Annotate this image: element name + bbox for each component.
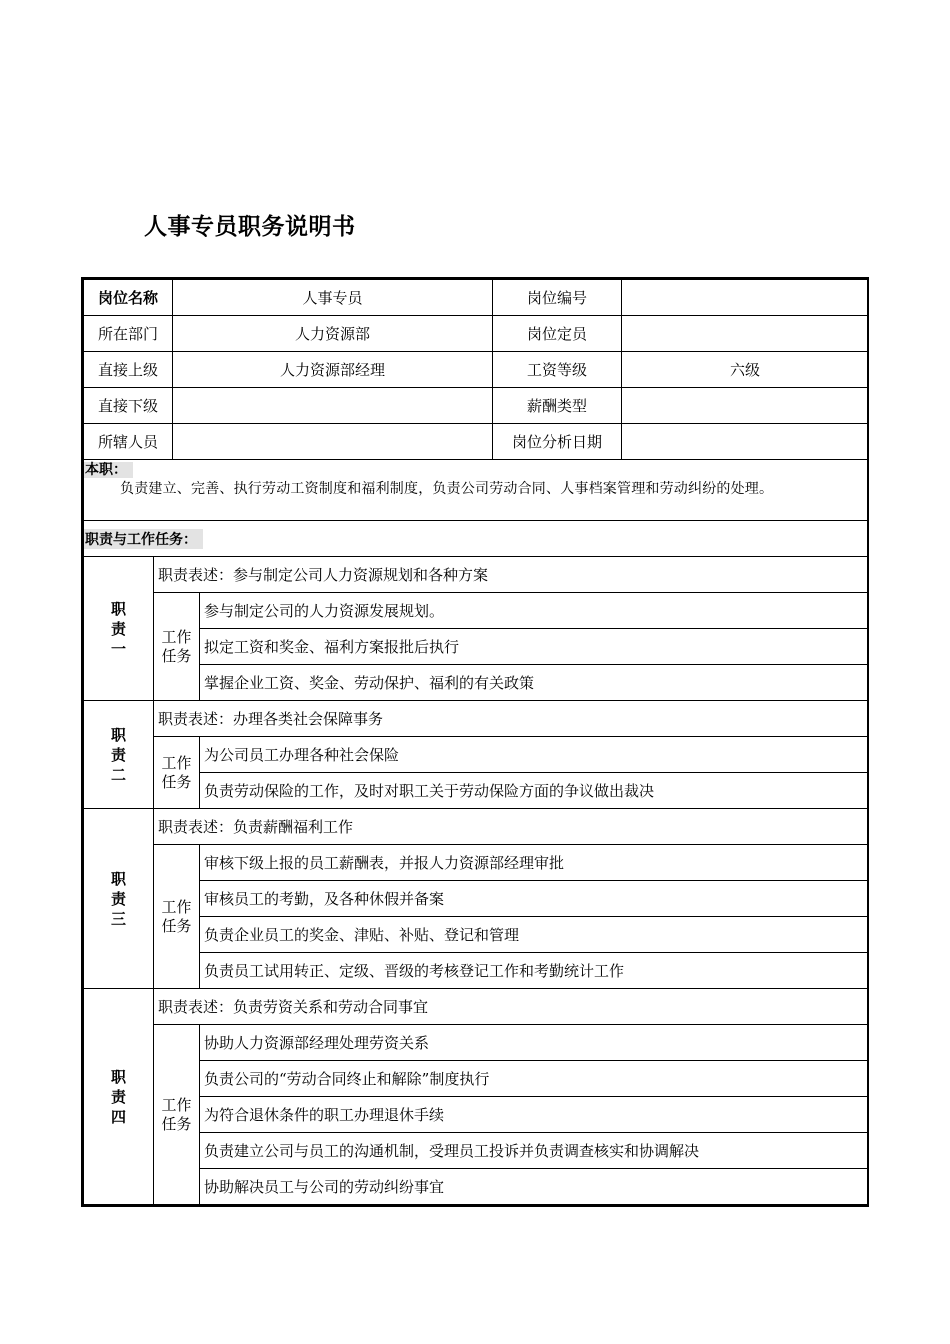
page-title: 人事专员职务说明书 (144, 214, 356, 240)
task-item: 负责建立公司与员工的沟通机制，受理员工投诉并负责调查核实和协调解决 (199, 1132, 869, 1169)
label-headcount: 岗位定员 (492, 315, 622, 352)
label-job-code: 岗位编号 (492, 279, 622, 316)
duty-statement-1: 职责表述：参与制定公司人力资源规划和各种方案 (153, 556, 869, 593)
duty-statement-4: 职责表述：负责劳资关系和劳动合同事宜 (153, 988, 869, 1025)
value-supervisor: 人力资源部经理 (172, 351, 493, 388)
label-department: 所在部门 (83, 315, 173, 352)
label-job-title: 岗位名称 (83, 279, 173, 316)
value-job-title: 人事专员 (172, 279, 493, 316)
value-pay-grade: 六级 (621, 351, 869, 388)
job-summary (83, 459, 869, 521)
task-item: 协助解决员工与公司的劳动纠纷事宜 (199, 1168, 869, 1205)
label-salary-type: 薪酬类型 (492, 387, 622, 424)
job-description-table (81, 277, 869, 1207)
value-department: 人力资源部 (172, 315, 493, 352)
label-managed-staff: 所辖人员 (83, 423, 173, 460)
task-label-3: 工作 任务 (153, 844, 200, 989)
value-job-code (621, 279, 869, 316)
duty-label-3: 职 责 三 (83, 808, 154, 989)
task-item: 负责员工试用转正、定级、晋级的考核登记工作和考勤统计工作 (199, 952, 869, 989)
task-item: 为符合退休条件的职工办理退休手续 (199, 1096, 869, 1133)
task-item: 为公司员工办理各种社会保险 (199, 736, 869, 773)
summary-text: 负责建立、完善、执行劳动工资制度和福利制度，负责公司劳动合同、人事档案管理和劳动纠纷的处理。 (120, 481, 774, 497)
task-label-2: 工作 任务 (153, 736, 200, 809)
task-item: 审核下级上报的员工薪酬表，并报人力资源部经理审批 (199, 844, 869, 881)
task-item: 协助人力资源部经理处理劳资关系 (199, 1024, 869, 1061)
label-supervisor: 直接上级 (83, 351, 173, 388)
label-pay-grade: 工资等级 (492, 351, 622, 388)
task-item: 负责劳动保险的工作，及时对职工关于劳动保险方面的争议做出裁决 (199, 772, 869, 809)
value-salary-type (621, 387, 869, 424)
value-analysis-date (621, 423, 869, 460)
task-item: 审核员工的考勤，及各种休假并备案 (199, 880, 869, 917)
task-item: 掌握企业工资、奖金、劳动保护、福利的有关政策 (199, 664, 869, 701)
duties-heading (83, 520, 869, 557)
duty-label-4: 职 责 四 (83, 988, 154, 1205)
task-item: 拟定工资和奖金、福利方案报批后执行 (199, 628, 869, 665)
label-analysis-date: 岗位分析日期 (492, 423, 622, 460)
task-item: 负责公司的“劳动合同终止和解除”制度执行 (199, 1060, 869, 1097)
duty-statement-3: 职责表述：负责薪酬福利工作 (153, 808, 869, 845)
duty-statement-2: 职责表述：办理各类社会保障事务 (153, 700, 869, 737)
duties-heading-text: 职责与工作任务： (84, 529, 203, 549)
value-headcount (621, 315, 869, 352)
label-subordinates: 直接下级 (83, 387, 173, 424)
duty-label-1: 职 责 一 (83, 556, 154, 701)
value-managed-staff (172, 423, 493, 460)
task-label-1: 工作 任务 (153, 592, 200, 701)
task-item: 参与制定公司的人力资源发展规划。 (199, 592, 869, 629)
task-label-4: 工作 任务 (153, 1024, 200, 1205)
value-subordinates (172, 387, 493, 424)
duty-label-2: 职 责 二 (83, 700, 154, 809)
summary-heading: 本职： (84, 462, 133, 478)
task-item: 负责企业员工的奖金、津贴、补贴、登记和管理 (199, 916, 869, 953)
